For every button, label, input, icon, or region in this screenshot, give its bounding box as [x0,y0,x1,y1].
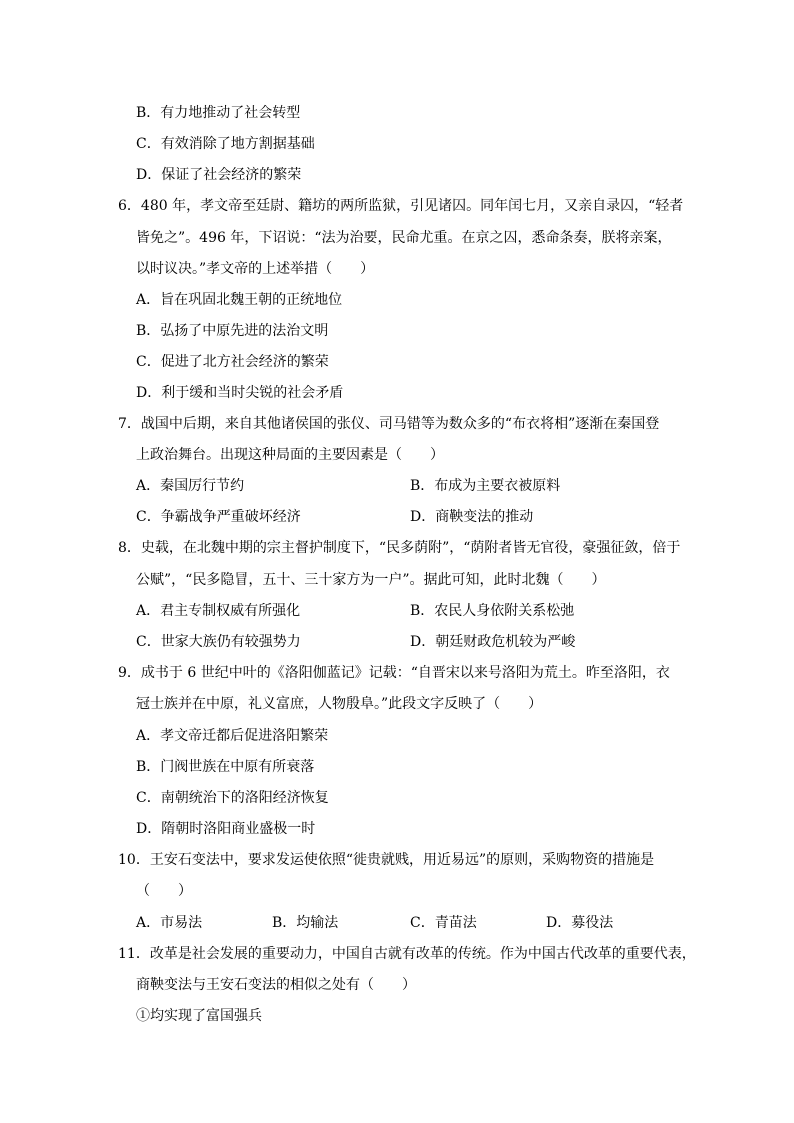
q8-option-d: D．朝廷财政危机较为严峻 [410,634,576,650]
q6-stem-line-2: 皆免之”。496 年，下诏说：“法为治要，民命尤重。在京之囚，悉命条奏，朕将亲案， [136,230,672,246]
q7-option-b: B．布成为主要衣被原料 [410,478,561,494]
q9-option-a: A．孝文帝迁都后促进洛阳繁荣 [136,728,329,744]
q9-option-d: D．隋朝时洛阳商业盛极一时 [136,821,316,837]
q9-option-b: B．门阀世族在中原有所衰落 [136,759,315,775]
q8-option-a: A．君主专制权威有所强化 [136,603,301,619]
q6-option-d: D．利于缓和当时尖锐的社会矛盾 [136,385,344,401]
q8-stem-line-2: 公赋”，“民多隐冒，五十、三十家方为一户”。据此可知，此时北魏（ ） [136,572,606,588]
q7-option-c: C．争霸战争严重破坏经济 [136,509,301,525]
q7-stem-line-2: 上政治舞台。出现这种局面的主要因素是（ ） [136,447,444,463]
q10-option-b: B．均输法 [272,915,339,931]
q5-option-b: B．有力地推动了社会转型 [136,105,301,121]
q6-option-a: A．旨在巩固北魏王朝的正统地位 [136,292,343,308]
q10-option-a: A．市易法 [136,915,203,931]
q11-stem-line-1: 11．改革是社会发展的重要动力，中国自古就有改革的传统。作为中国古代改革的重要代表， [118,946,696,962]
q6-option-b: B．弘扬了中原先进的法治文明 [136,323,329,339]
q10-stem-line-2: （ ） [136,883,192,899]
q6-option-c: C．促进了北方社会经济的繁荣 [136,354,329,370]
q9-option-c: C．南朝统治下的洛阳经济恢复 [136,790,329,806]
q5-option-d: D．保证了社会经济的繁荣 [136,167,302,183]
q7-option-a: A．秦国厉行节约 [136,478,245,494]
q6-stem-line-1: 6．480 年，孝文帝至廷尉、籍坊的两所监狱，引见诸囚。同年闰七月，又亲自录囚，“轻者 [118,198,684,214]
q10-option-d: D．募役法 [546,915,614,931]
q9-stem-line-2: 冠士族并在中原，礼义富庶，人物殷阜。”此段文字反映了（ ） [136,696,543,712]
q11-item-1: ①均实现了富国强兵 [136,1008,262,1024]
q5-option-c: C．有效消除了地方割据基础 [136,136,315,152]
q8-option-c: C．世家大族仍有较强势力 [136,634,301,650]
q7-option-d: D．商鞅变法的推动 [410,509,534,525]
q8-option-b: B．农民人身依附关系松弛 [410,603,575,619]
q11-stem-line-2: 商鞅变法与王安石变法的相似之处有（ ） [136,977,416,993]
q6-stem-line-3: 以时议决。”孝文帝的上述举措（ ） [136,261,375,277]
q9-stem-line-1: 9．成书于 6 世纪中叶的《洛阳伽蓝记》记载：“自晋宋以来号洛阳为荒土。昨至洛阳，衣 [118,665,670,681]
q7-stem-line-1: 7．战国中后期，来自其他诸侯国的张仪、司马错等为数众多的“布衣将相”逐渐在秦国登 [118,416,660,432]
q8-stem-line-1: 8．史载，在北魏中期的宗主督护制度下，“民多荫附”，“荫附者皆无官役，豪强征敛，倍于 [118,540,681,556]
q10-option-c: C．青苗法 [410,915,477,931]
q10-stem-line-1: 10．王安石变法中，要求发运使依照“徙贵就贱，用近易远”的原则，采购物资的措施是 [118,852,655,868]
